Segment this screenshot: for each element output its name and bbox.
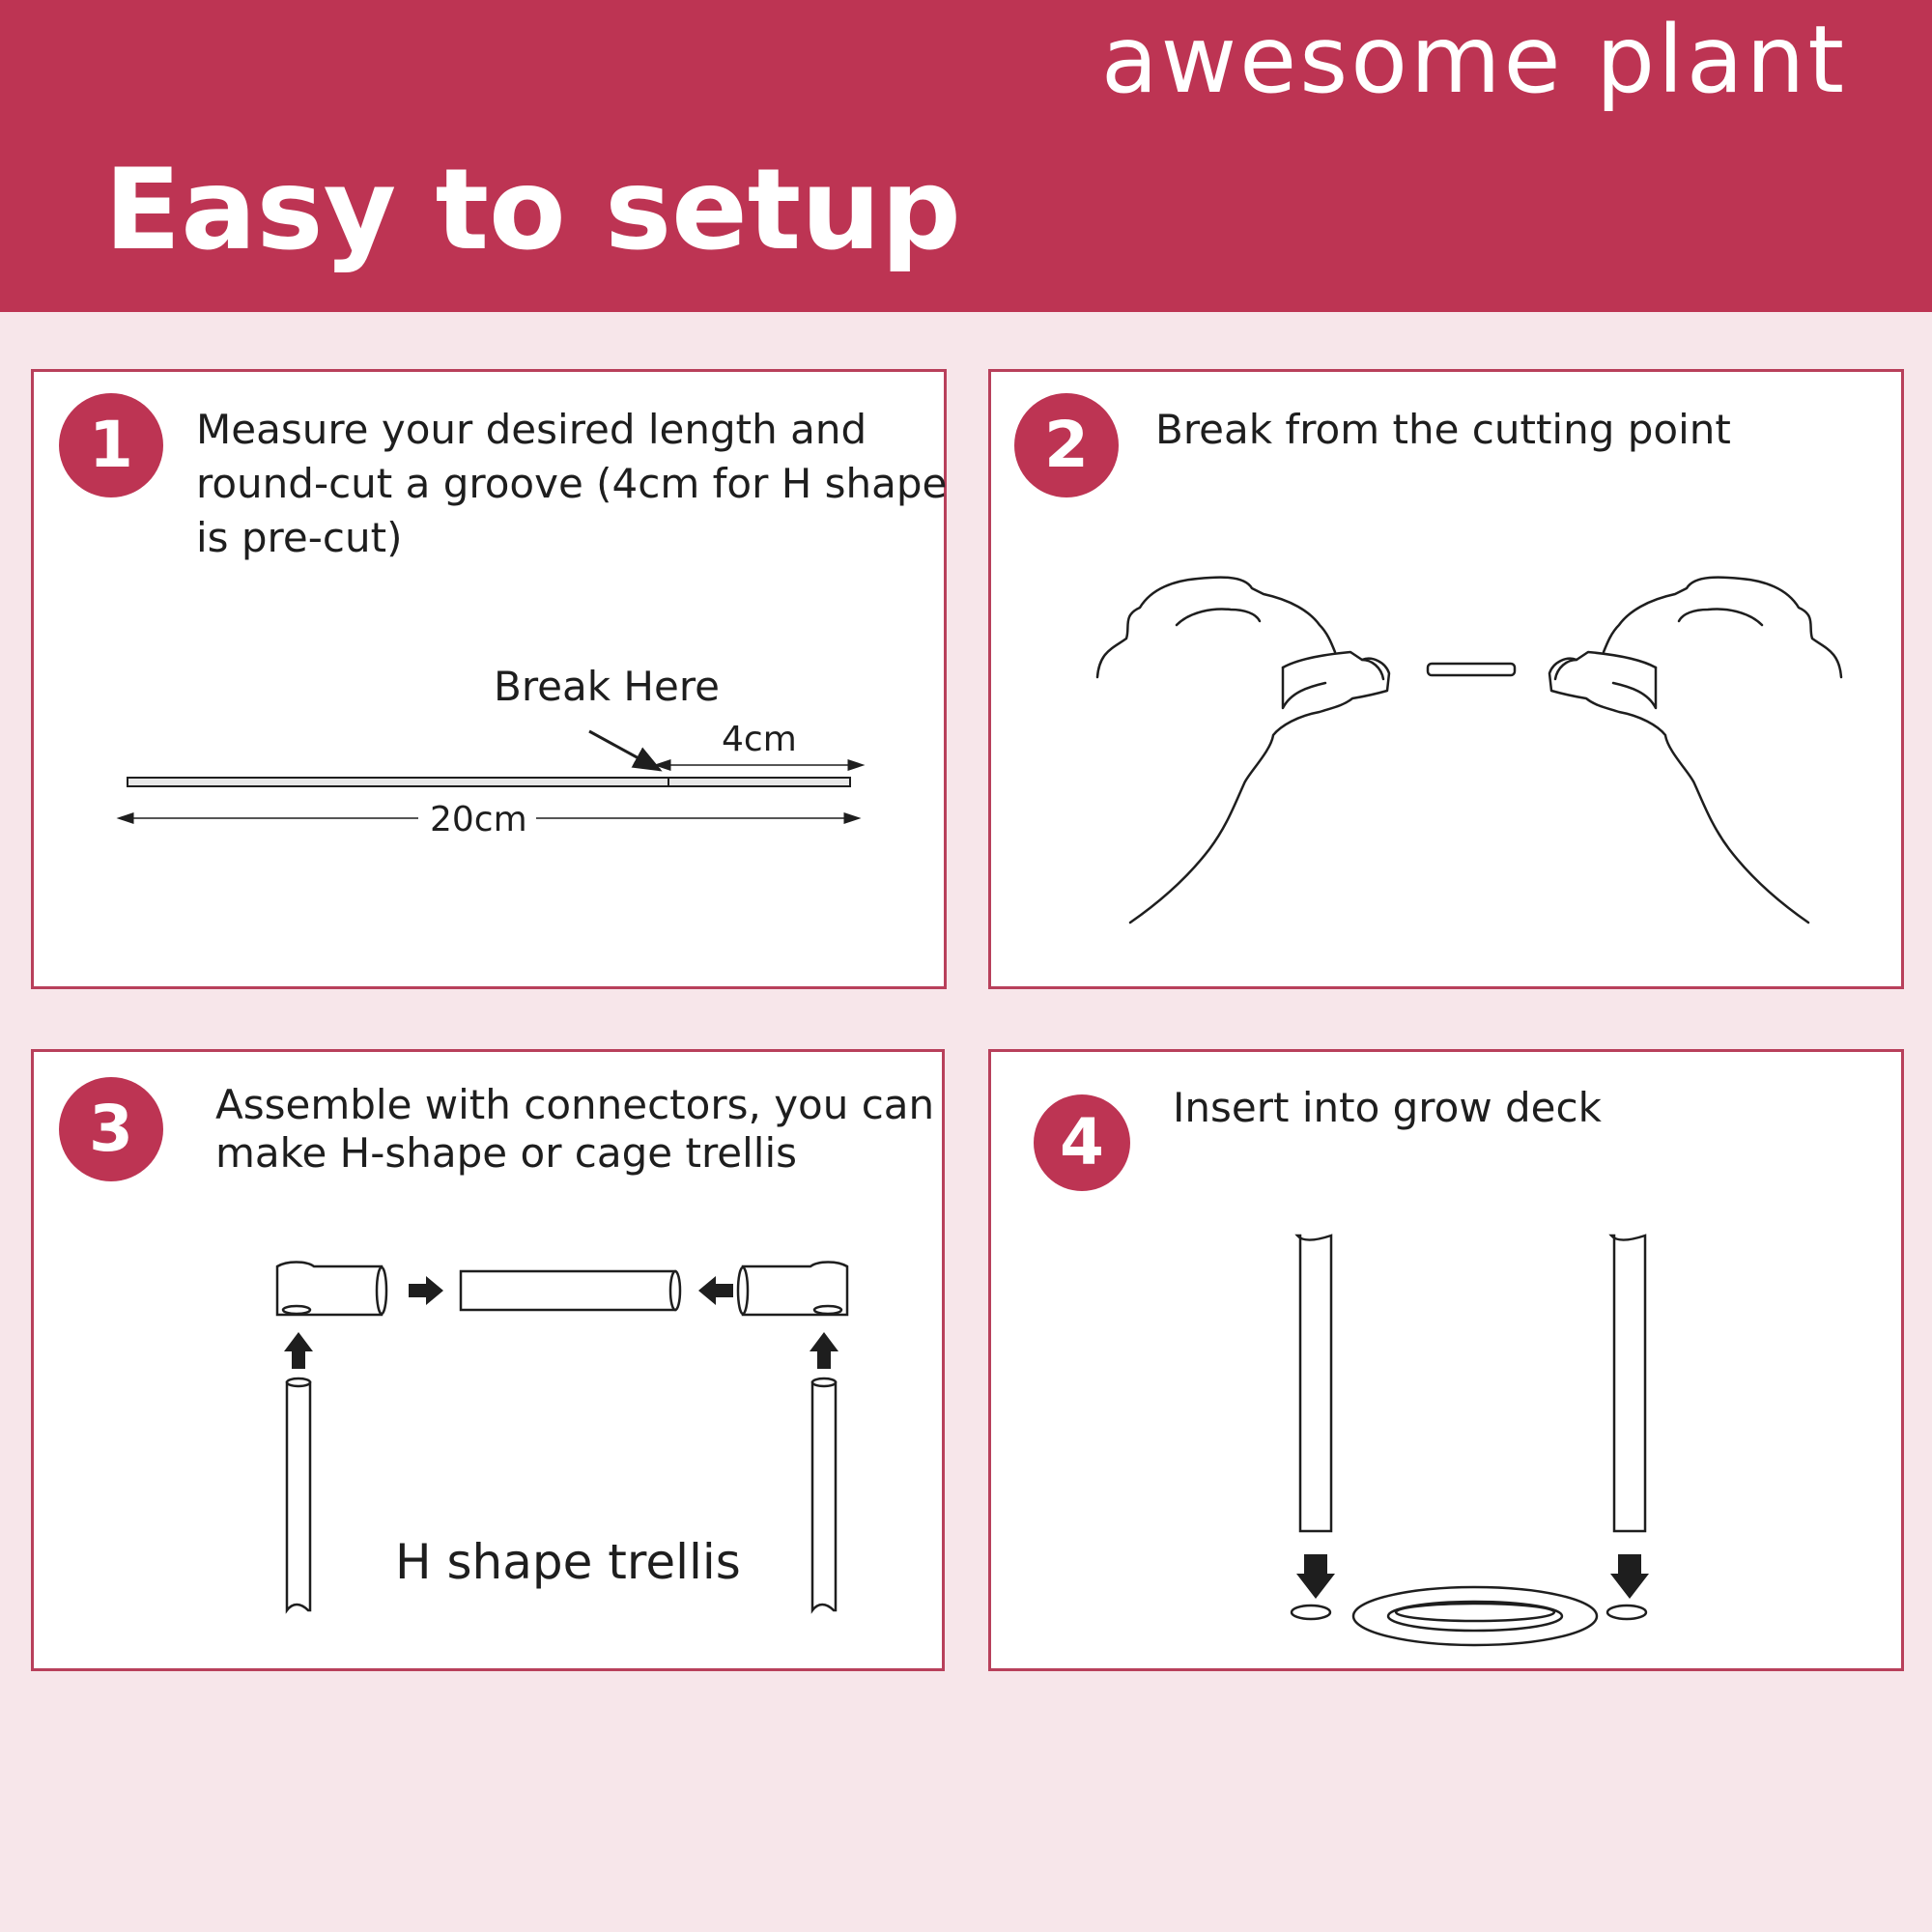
right-hand-knuckle bbox=[1679, 610, 1762, 625]
break-pointer-arrow bbox=[589, 731, 660, 770]
left-thumb bbox=[1283, 668, 1325, 708]
rod-piece bbox=[1428, 664, 1515, 675]
right-insert-rod bbox=[1611, 1236, 1645, 1531]
step-3-line-2: make H-shape or cage trellis bbox=[215, 1129, 798, 1177]
step-4-line-1: Insert into grow deck bbox=[1173, 1084, 1602, 1131]
step-3-number-badge: 3 bbox=[59, 1077, 163, 1181]
middle-rod bbox=[461, 1271, 675, 1310]
middle-rod-end bbox=[670, 1271, 680, 1310]
right-rod-top bbox=[812, 1378, 836, 1386]
h-shape-assembly-illustration bbox=[34, 1052, 948, 1674]
left-vertical-rod bbox=[287, 1382, 310, 1610]
break-here-label: Break Here bbox=[494, 663, 721, 710]
arrow-down-left-icon bbox=[1296, 1554, 1335, 1599]
left-deck-hole bbox=[1292, 1605, 1330, 1619]
page-title: Easy to setup bbox=[104, 145, 961, 275]
right-thumb bbox=[1613, 668, 1656, 708]
step-2-panel bbox=[988, 369, 1904, 989]
short-length-label: 4cm bbox=[722, 720, 797, 759]
step-2-line-1: Break from the cutting point bbox=[1155, 406, 1731, 453]
right-connector-opening bbox=[738, 1267, 748, 1314]
trellis-rod bbox=[128, 778, 850, 786]
hands-breaking-rod-illustration bbox=[991, 372, 1907, 992]
step-3-line-1: Assemble with connectors, you can bbox=[215, 1081, 935, 1128]
left-insert-rod bbox=[1297, 1236, 1331, 1531]
left-connector-opening bbox=[377, 1267, 386, 1314]
step-1-line-1: Measure your desired length and bbox=[196, 406, 867, 453]
step-4-panel bbox=[988, 1049, 1904, 1671]
arrow-left-icon bbox=[698, 1276, 733, 1305]
arrow-down-right-icon bbox=[1610, 1554, 1649, 1599]
step-1-panel bbox=[31, 369, 947, 989]
step-1-number-badge: 1 bbox=[59, 393, 163, 497]
grow-deck-insert-illustration bbox=[991, 1052, 1907, 1674]
step-2-number-badge: 2 bbox=[1014, 393, 1119, 497]
step-1-rod-illustration bbox=[34, 372, 950, 992]
arrow-up-right-icon bbox=[810, 1332, 838, 1369]
arrow-up-left-icon bbox=[284, 1332, 313, 1369]
left-hand-knuckle bbox=[1177, 610, 1260, 625]
header-banner bbox=[0, 0, 1932, 312]
left-rod-top bbox=[287, 1378, 310, 1386]
h-shape-caption: H shape trellis bbox=[395, 1534, 741, 1590]
right-hand-palm bbox=[1549, 652, 1808, 923]
arrow-right-icon bbox=[409, 1276, 443, 1305]
left-hand-back bbox=[1097, 578, 1335, 677]
step-4-number-badge: 4 bbox=[1034, 1094, 1130, 1191]
grow-deck-ring-opening bbox=[1396, 1604, 1554, 1621]
right-hand-back bbox=[1604, 578, 1841, 677]
right-deck-hole bbox=[1607, 1605, 1646, 1619]
left-connector-bottom-opening bbox=[283, 1306, 310, 1314]
long-length-label: 20cm bbox=[430, 800, 527, 839]
step-3-panel bbox=[31, 1049, 945, 1671]
brand-logo-text: awesome plant bbox=[1100, 6, 1847, 114]
right-connector-bottom-opening bbox=[814, 1306, 841, 1314]
step-1-line-2: round-cut a groove (4cm for H shape bbox=[196, 460, 948, 507]
step-1-line-3: is pre-cut) bbox=[196, 514, 403, 561]
left-hand-palm bbox=[1130, 652, 1389, 923]
right-vertical-rod bbox=[812, 1382, 836, 1610]
